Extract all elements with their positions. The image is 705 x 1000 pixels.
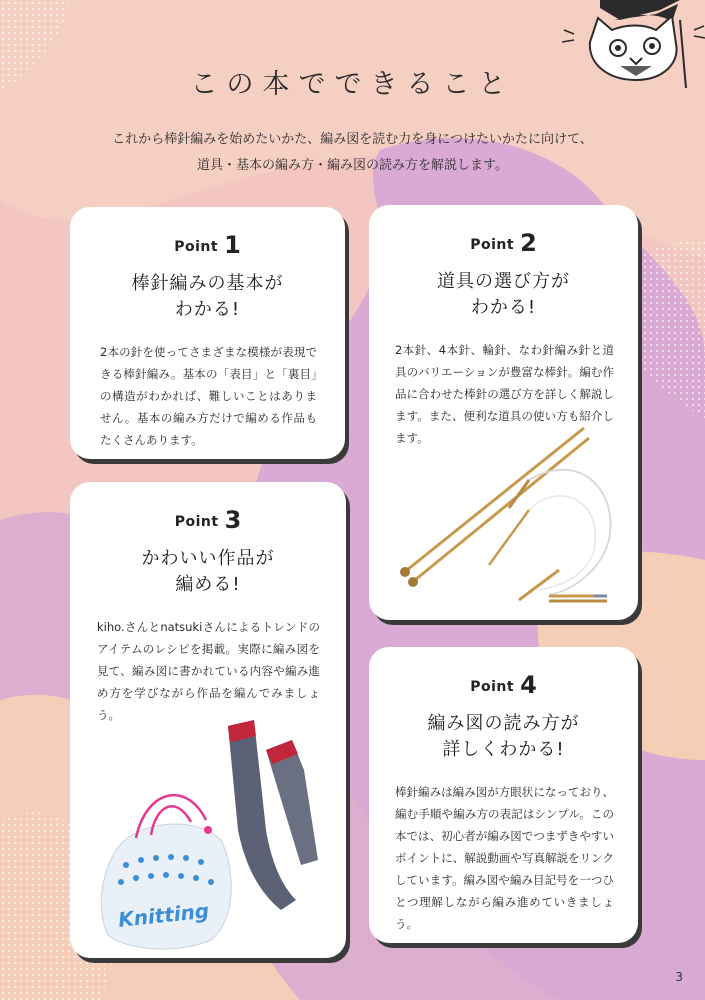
point-heading-line-2: わかる!	[174, 299, 241, 320]
point-body: 2本の針を使ってさまざまな模様が表現できる棒針編み。基本の「表目」と「裏目」の構造がわかれば、難しいことはありません。基本の編み方だけで編める作品もたくさんあります。	[100, 345, 317, 447]
intro-text	[40, 127, 665, 179]
socks-and-bag-photo	[96, 710, 336, 950]
point-label	[369, 671, 638, 699]
point-heading	[369, 269, 638, 321]
point-heading-line-2: 編める!	[175, 574, 241, 595]
point-heading	[70, 271, 345, 323]
point-number: 2	[520, 229, 537, 257]
point-heading-line-1: かわいい作品が	[141, 548, 275, 569]
point-label	[70, 231, 345, 259]
point-label	[369, 229, 638, 257]
point-heading-line-1: 道具の選び方が	[437, 271, 570, 292]
point-number: 4	[520, 671, 537, 699]
point-heading	[70, 546, 346, 598]
point-word: Point	[174, 239, 219, 255]
point-card-3	[70, 482, 346, 958]
page-number: 3	[675, 970, 683, 984]
point-heading-line-1: 編み図の読み方が	[427, 713, 580, 734]
point-body: 2本針、4本針、輪針、なわ針編み針と道具のバリエーションが豊富な棒針。編む作品に合わせた棒針の選び方を詳しく解説します。また、便利な道具の使い方も紹介します。	[395, 343, 614, 445]
page-title: この本でできること	[190, 69, 515, 100]
point-card-2	[369, 205, 638, 620]
point-body: 棒針編みは編み図が方眼状になっており、編む手順や編み方の表記はシンプル。この本では、初心者が編み図でつまずきやすいポイントに、解説動画や写真解説をリンクしています。編み図や編み目記号を一つひとつ理解しながら編み進めていきましょう。	[395, 785, 614, 931]
point-heading-line-2: わかる!	[470, 297, 537, 318]
point-number: 3	[224, 506, 242, 534]
point-word: Point	[470, 237, 515, 253]
intro-line-1: これから棒針編みを始めたいかた、編み図を読む力を身につけたいかたに向けて、	[112, 132, 593, 147]
point-word: Point	[174, 514, 219, 530]
bag-lettering: Knitting	[117, 898, 211, 932]
point-card-4	[369, 647, 638, 943]
intro-line-2: 道具・基本の編み方・編み図の読み方を解説します。	[197, 158, 508, 173]
point-heading-line-1: 棒針編みの基本が	[131, 273, 284, 294]
point-heading-line-2: 詳しくわかる!	[442, 739, 565, 760]
point-number: 1	[224, 231, 241, 259]
knitting-needles-photo	[389, 420, 629, 610]
point-label	[70, 506, 346, 534]
point-heading	[369, 711, 638, 763]
point-card-1	[70, 207, 345, 459]
point-body: kiho.さんとnatsukiさんによるトレンドのアイテムのレシピを掲載。実際に編み図を見て、編み図に書かれている内容や編み進め方を学びながら作品を編んでみましょう。	[97, 620, 320, 722]
point-word: Point	[470, 679, 515, 695]
